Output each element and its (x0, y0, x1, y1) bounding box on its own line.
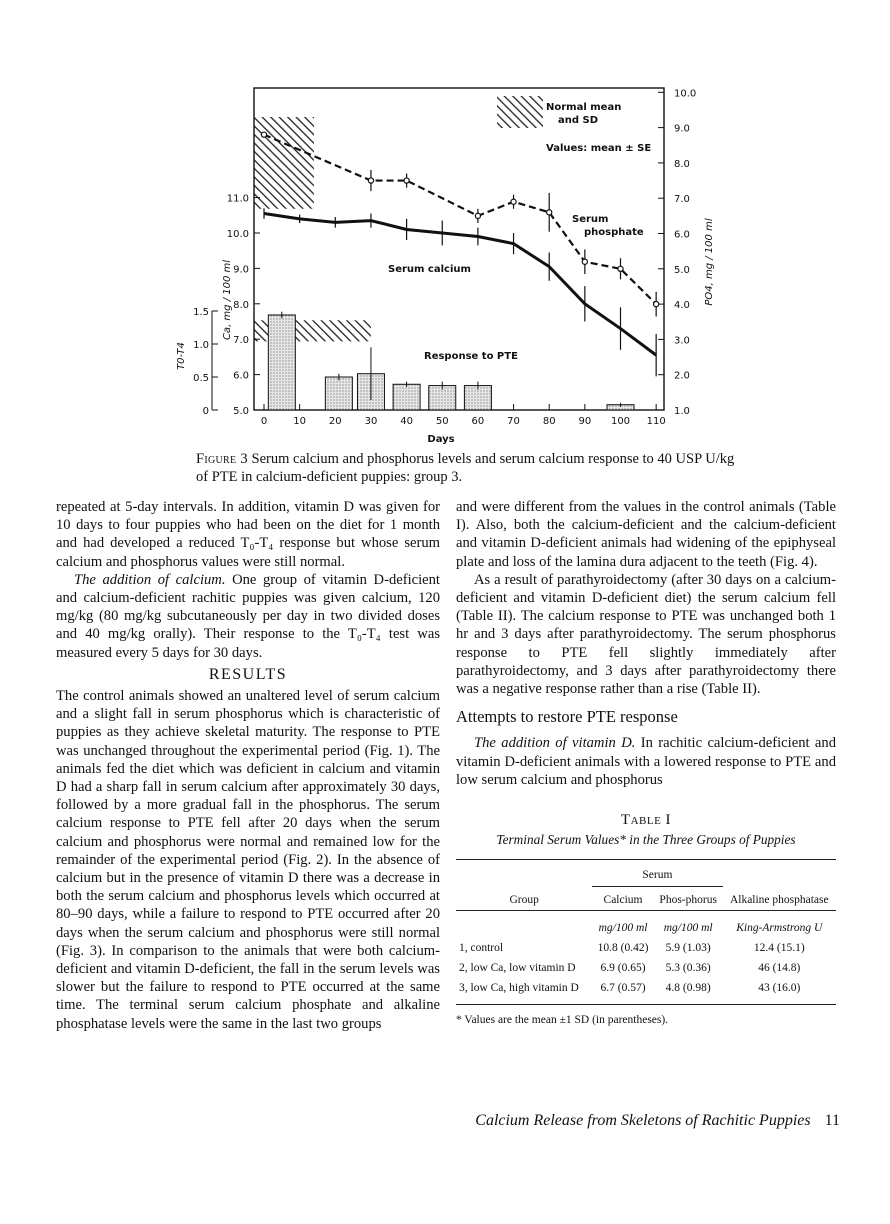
x-tick-label: 60 (471, 416, 485, 427)
paragraph: The control animals showed an unaltered level of serum calcium and a slight fall in serum phosphorus which is characteristic of puppies as they achieve skeletal maturity. The response to PTE was unchanged throughout the experimental period (Fig. 1). The animals fed the diet which was deficient in calcium and vitamin D had a sharp fall in serum calcium after approximately 30 days, followed by a more gradual fall in the phosphorus. The serum calcium response to PTE fell after 20 days when the serum calcium and phosphorus were normal and remained low for the remainder of the experimental period (Fig. 2). In the absence of calcium but in the presence of vitamin D there was a decrease in both the serum calcium and phosphorus levels which occurred at 80–90 days, while a failure to respond to PTE occurred after 20 days when the serum calcium and phosphorus were still normal (Fig. 3). In comparison to the animals that were both calcium-deficient and vitamin D-deficient, the fall in the serum levels was slower but the failure to respond to PTE occurred at the same time. The terminal serum calcium phosphate and alkaline phosphatase levels were the same in the last two groups (56, 688, 440, 1032)
col-header-group: Group (509, 893, 539, 906)
phosphate-tick-label: 4.0 (674, 300, 690, 312)
table-subtitle: Terminal Serum Values* in the Three Groups of Puppies (496, 832, 796, 848)
calcium-axis-label: Ca, mg / 100 ml (222, 259, 233, 341)
page-number: 11 (824, 1112, 840, 1129)
phosphate-point (368, 178, 373, 183)
phosphate-point (261, 132, 266, 137)
run-in-heading: The addition of calcium. (74, 571, 226, 588)
figure-caption (196, 450, 736, 486)
row-group: 2, low Ca, low vitamin D (459, 962, 576, 975)
unit-alkaline: King-Armstrong U (736, 921, 823, 934)
t0t4-tick-label: 0.5 (193, 373, 209, 384)
phosphate-tick-label: 7.0 (674, 194, 690, 206)
table-title: Table I (620, 812, 672, 829)
paragraph-text: In rachitic calcium-deficient and vitamin D-deficient animals with a lowered response to PTE and low serum calcium and phosphorus (456, 735, 836, 788)
t0t4-axis-label: T0-T4 (176, 342, 187, 370)
col-header-calcium: Calcium (603, 893, 643, 906)
cell-phosphorus: 5.9 (1.03) (665, 942, 711, 955)
phosphate-tick-label: 10.0 (674, 88, 697, 100)
calcium-tick-label: 6.0 (233, 370, 249, 382)
cell-phosphorus: 4.8 (0.98) (665, 982, 711, 995)
phosphate-tick-label: 1.0 (674, 406, 690, 417)
cell-calcium: 6.9 (0.65) (600, 962, 646, 975)
t0t4-tick-label: 1.5 (193, 307, 209, 318)
section-heading-attempts: Attempts to restore PTE response (456, 707, 678, 727)
right-column (456, 498, 836, 1029)
phosphate-tick-label: 5.0 (674, 264, 690, 276)
legend-label: and SD (558, 115, 599, 126)
phosphate-tick-label: 9.0 (674, 123, 690, 135)
phosphate-tick-label: 3.0 (674, 335, 690, 347)
t0t4-tick-label: 1.0 (193, 340, 209, 351)
running-footer (420, 1112, 840, 1130)
cell-alkaline: 12.4 (15.1) (753, 942, 805, 955)
x-tick-label: 0 (260, 416, 268, 427)
phosphate-point (654, 302, 659, 307)
pte-response-bar (325, 377, 352, 410)
col-header-serum: Serum (592, 860, 722, 886)
pte-response-label: Response to PTE (424, 351, 518, 362)
serum-phosphate-label: Serum (572, 214, 609, 225)
phosphate-point (618, 266, 623, 271)
x-tick-label: 50 (435, 416, 449, 427)
calcium-tick-label: 11.0 (226, 193, 249, 205)
figure-caption-text: Serum calcium and phosphorus levels and serum calcium response to 40 USP U/kg of PTE in calcium-deficient puppies: group 3. (196, 451, 735, 485)
x-tick-label: 10 (293, 416, 307, 427)
pte-response-bar (268, 315, 295, 410)
table-row (456, 958, 836, 978)
legend-label: Normal mean (546, 102, 622, 113)
unit-phosphorus: mg/100 ml (663, 921, 713, 934)
x-tick-label: 40 (400, 416, 413, 427)
table-row (456, 938, 836, 958)
calcium-tick-label: 10.0 (226, 229, 249, 240)
paragraph: and were different from the values in the control animals (Table I). Also, both the calcium-deficient and the calcium-deficient and vitamin D-deficient animals had widening of the epiphyseal plate and loss of the lamina dura adjacent to the teeth (Fig. 4). (456, 499, 836, 570)
x-axis-label: Days (427, 434, 455, 445)
phosphate-tick-label: 2.0 (674, 370, 690, 382)
col-header-phosphorus: Phos-phorus (659, 893, 717, 906)
paragraph (56, 571, 440, 662)
paragraph: As a result of parathyroidectomy (after 30 days on a calcium-deficient and vitamin D-deficient diet) the serum calcium fell (Table II). The calcium response to PTE was unchanged both 1 hr and 3 days after parathyroidectomy. The serum phosphorus response to PTE fell slightly immediately after parathyroidectomy, and 3 days after parathyroidectomy there was a negative response rather than a rise (Table II). (456, 571, 836, 698)
table-footnote: * Values are the mean ±1 SD (in parentheses). (456, 1013, 669, 1026)
table-terminal-serum (456, 859, 836, 1004)
col-header-alkaline: Alkaline phosphatase (729, 893, 829, 906)
figure-3-chart (0, 0, 890, 450)
cell-alkaline: 46 (14.8) (758, 962, 801, 975)
x-tick-label: 110 (646, 416, 666, 427)
paragraph-text: One group of vitamin D-deficient and calcium-deficient rachitic puppies was given calcium, 120 mg/kg (80 mg/kg subcutaneously per day in two divided doses and 40 mg/kg orally). Their response to the T₀-T₄ test was measured every 5 days for 30 days. (56, 571, 440, 661)
table-row (456, 978, 836, 1004)
x-tick-label: 100 (610, 416, 631, 427)
phosphate-axis-label: PO4, mg / 100 ml (704, 218, 715, 306)
calcium-tick-label: 9.0 (233, 264, 249, 276)
phosphate-tick-label: 6.0 (674, 229, 690, 241)
normal-sd-band (254, 117, 314, 209)
cell-calcium: 6.7 (0.57) (600, 982, 646, 995)
pte-response-bar (393, 384, 420, 410)
serum-calcium-label: Serum calcium (388, 264, 471, 275)
paragraph: repeated at 5-day intervals. In addition, vitamin D was given for 10 days to four puppies who had been on the diet for 1 month and had developed a reduced T₀-T₄ response but whose serum calcium and phosphorus values were still normal. (56, 499, 440, 570)
x-tick-label: 30 (364, 416, 378, 427)
legend-hatch-swatch (497, 96, 543, 128)
figure-label: Figure 3 (196, 451, 248, 467)
serum-phosphate-label: phosphate (584, 227, 644, 238)
phosphate-point (582, 259, 587, 264)
running-title: Calcium Release from Skeletons of Rachitic Puppies (475, 1112, 811, 1129)
t0t4-tick-label: 0 (202, 406, 209, 417)
x-tick-label: 90 (578, 416, 592, 427)
values-note: Values: mean ± SE (546, 143, 652, 154)
phosphate-point (547, 210, 552, 215)
x-tick-label: 70 (507, 416, 520, 427)
calcium-tick-label: 7.0 (233, 335, 249, 347)
calcium-tick-label: 5.0 (233, 406, 249, 417)
run-in-heading: The addition of vitamin D. (474, 735, 636, 752)
unit-calcium: mg/100 ml (598, 921, 648, 934)
row-group: 1, control (459, 942, 504, 955)
phosphate-tick-label: 8.0 (674, 158, 690, 170)
cell-calcium: 10.8 (0.42) (597, 942, 649, 955)
x-tick-label: 20 (328, 416, 342, 427)
phosphate-point (475, 213, 480, 218)
cell-phosphorus: 5.3 (0.36) (665, 962, 711, 975)
section-heading-results: RESULTS (208, 665, 288, 683)
phosphate-point (511, 199, 516, 204)
cell-alkaline: 43 (16.0) (758, 982, 801, 995)
paragraph (456, 734, 836, 789)
x-tick-label: 80 (542, 416, 556, 427)
calcium-tick-label: 8.0 (233, 299, 249, 311)
phosphate-point (404, 178, 409, 183)
row-group: 3, low Ca, high vitamin D (459, 982, 579, 995)
left-column (56, 498, 440, 1033)
